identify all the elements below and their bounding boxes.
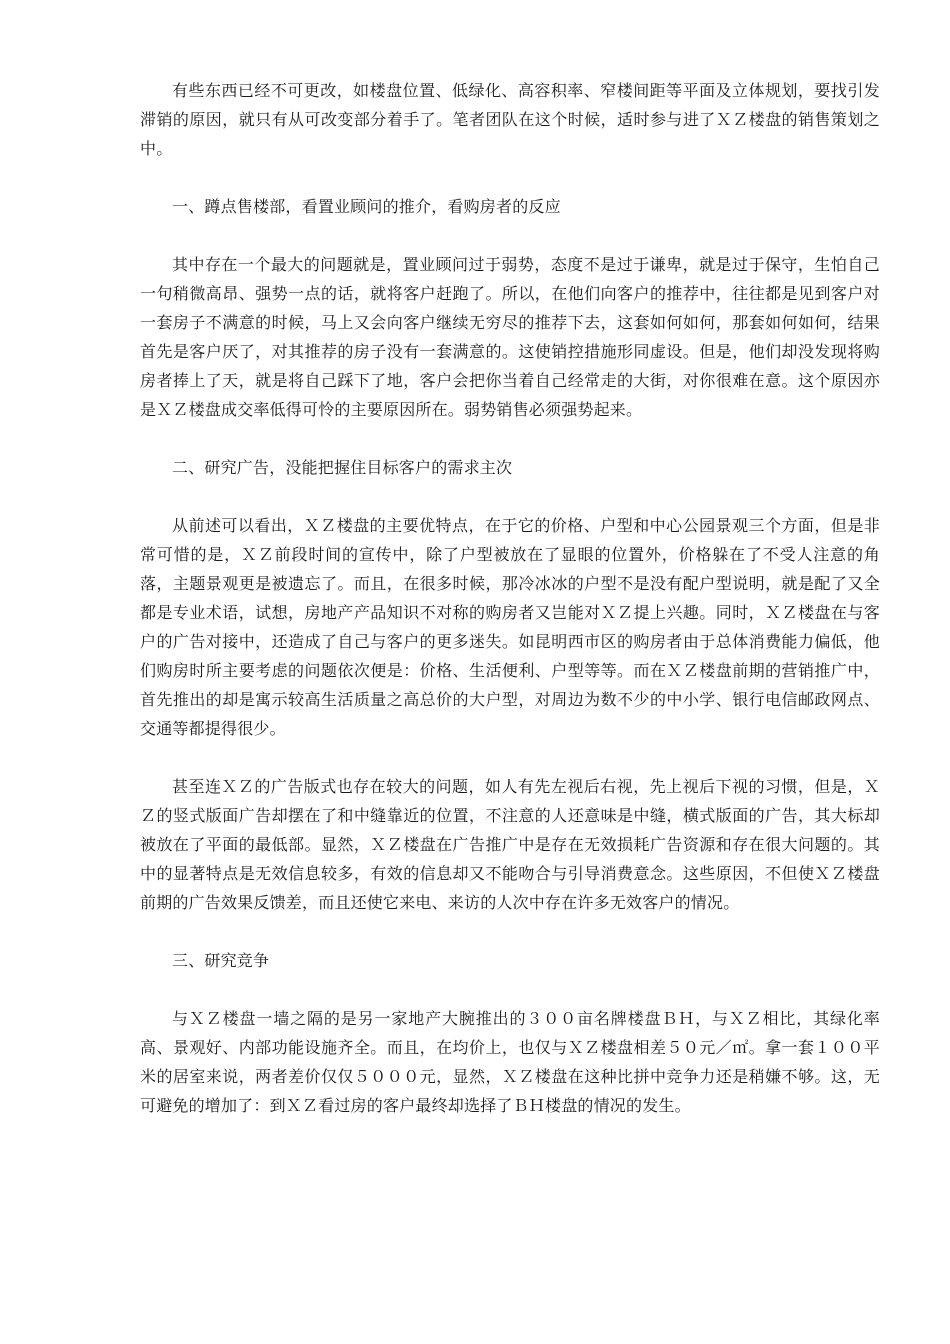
section-heading-1: 一、蹲点售楼部，看置业顾问的推介，看购房者的反应 (172, 197, 561, 216)
spacer (140, 424, 880, 453)
paragraph-sales-consultant: 其中存在一个最大的问题就是，置业顾问过于弱势，态度不是过于谦卑，就是过于保守，生怕自己一句稍微高昂、强势一点的话，就将客户赶跑了。所以，在他们向客户的推荐中，往往都是见到客户对一套房子不满意的时候，马上又会向客户继续无穷尽的推荐下去，这套如何如何，那套如何如何，结果首先是客户厌了，对其推荐的房子没有一套满意的。这使销控措施形同虚设。但是，他们却没发现将购房者捧上了天，就是将自己踩下了地，客户会把你当着自己经常走的大街，对你很难在意。这个原因亦是ＸＺ楼盘成交率低得可怜的主要原因所在。弱势销售必须强势起来。 (140, 255, 880, 419)
spacer (140, 975, 880, 1004)
section-heading-3: 三、研究竞争 (172, 951, 270, 970)
paragraph-ad-layout: 甚至连ＸＺ的广告版式也存在较大的问题，如人有先左视后右视，先上视后下视的习惯，但是，ＸＺ的竖式版面广告却摆在了和中缝靠近的位置，不注意的人还意味是中缝，横式版面的广告，其大标却被放在了平面的最低部。显然，ＸＺ楼盘在广告推广中是存在无效损耗广告资源和存在很大问题的。其中的显著特点是无效信息较多，有效的信息却又不能吻合与引导消费意念。这些原因，不但使ＸＺ楼盘前期的广告效果反馈差，而且还使它来电、来访的人次中存在许多无效客户的情况。 (140, 777, 880, 912)
spacer (140, 221, 880, 250)
section-heading-2: 二、研究广告，没能把握住目标客户的需求主次 (172, 458, 513, 477)
paragraph-competition: 与ＸＺ楼盘一墙之隔的是另一家地产大腕推出的３００亩名牌楼盘ＢＨ，与ＸＺ相比，其绿化率高、景观好、内部功能设施齐全。而且，在均价上，也仅与ＸＺ楼盘相差５０元／㎡。拿一套１００平米的居室来说，两者差价仅仅５０００元，显然，ＸＺ楼盘在这种比拼中竞争力还是稍嫌不够。这，无可避免的增加了：到ＸＺ看过房的客户最终却选择了ＢＨ楼盘的情况的发生。 (140, 1009, 880, 1115)
document-body (140, 76, 880, 1120)
paragraph-advertising: 从前述可以看出，ＸＺ楼盘的主要优特点，在于它的价格、户型和中心公园景观三个方面，但是非常可惜的是，ＸＺ前段时间的宣传中，除了户型被放在了显眼的位置外，价格躲在了不受人注意的角落，主题景观更是被遗忘了。而且，在很多时候，那冷冰冰的户型不是没有配户型说明，就是配了又全都是专业术语，试想，房地产产品知识不对称的购房者又岂能对ＸＺ提上兴趣。同时，ＸＺ楼盘在与客户的广告对接中，还造成了自己与客户的更多迷失。如昆明西市区的购房者由于总体消费能力偏低，他们购房时所主要考虑的问题依次便是：价格、生活便利、户型等等。而在ＸＺ楼盘前期的营销推广中，首先推出的却是寓示较高生活质量之高总价的大户型，对周边为数不少的中小学、银行电信邮政网点、交通等都提得很少。 (140, 516, 880, 738)
paragraph-intro: 有些东西已经不可更改，如楼盘位置、低绿化、高容积率、窄楼间距等平面及立体规划，要找引发滞销的原因，就只有从可改变部分着手了。笔者团队在这个时候，适时参与进了ＸＺ楼盘的销售策划之中。 (140, 81, 880, 158)
spacer (140, 482, 880, 511)
spacer (140, 743, 880, 772)
spacer (140, 917, 880, 946)
spacer (140, 163, 880, 192)
